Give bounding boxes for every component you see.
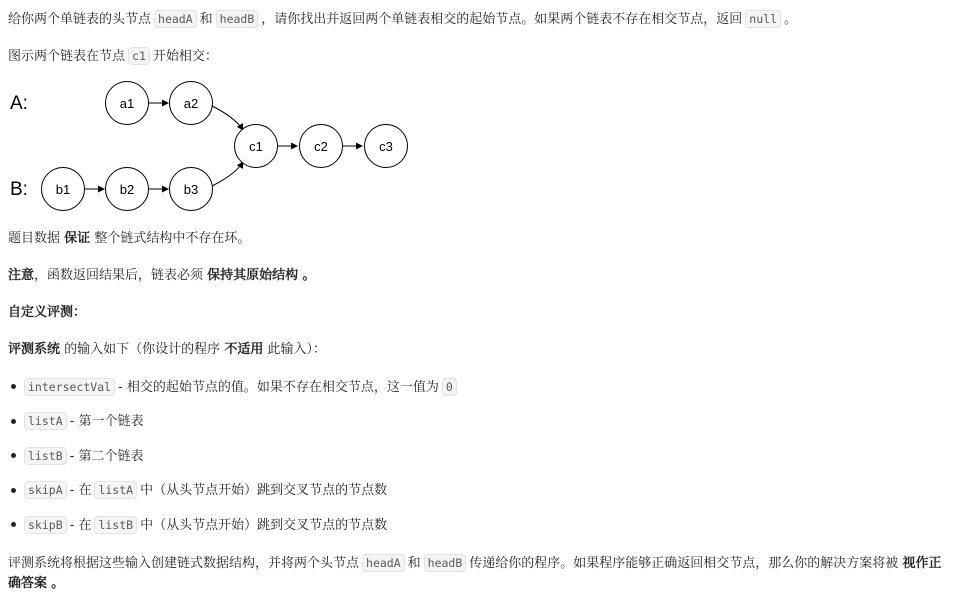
intro-text-1: 给你两个单链表的头节点 bbox=[8, 12, 152, 27]
code-listB: listB bbox=[24, 447, 67, 465]
intro-text-3: ，请你找出并返回两个单链表相交的起始节点。如果两个链表不存在相交节点，返回 bbox=[261, 12, 743, 27]
list-item bbox=[24, 446, 143, 467]
list-item bbox=[24, 515, 387, 536]
caption-text-2: 开始相交： bbox=[152, 49, 218, 64]
closing-text-1: 评测系统将根据这些输入创建链式数据结构，并将两个头节点 bbox=[8, 556, 360, 571]
intro-text-2: 和 bbox=[199, 12, 213, 27]
judge-input-paragraph bbox=[8, 340, 326, 360]
node-b2-label: b2 bbox=[119, 182, 135, 197]
code-headB: headB bbox=[424, 554, 467, 572]
code-null: null bbox=[745, 10, 781, 28]
list-item-text: - 第二个链表 bbox=[69, 449, 144, 464]
node-a1-label: a1 bbox=[119, 96, 135, 111]
code-headA: headA bbox=[362, 554, 405, 572]
code-zero: 0 bbox=[442, 378, 457, 396]
intro-text-4: 。 bbox=[784, 12, 798, 27]
list-item-text: - 在 bbox=[69, 518, 92, 533]
edge-b3-c1 bbox=[212, 162, 243, 186]
judge-bold-2: 不适用 bbox=[224, 342, 264, 357]
node-c3-label: c3 bbox=[379, 139, 393, 154]
edge-a2-c1 bbox=[212, 106, 243, 130]
list-item-text: - 在 bbox=[69, 483, 92, 498]
node-b3-label: b3 bbox=[183, 182, 199, 197]
code-c1: c1 bbox=[128, 47, 150, 65]
guarantee-text-2: 整个链式结构中不存在环。 bbox=[94, 231, 251, 246]
list-item bbox=[24, 377, 460, 398]
note-bold-2: 保持其原始结构 bbox=[207, 268, 299, 283]
linked-list-diagram bbox=[0, 80, 420, 215]
list-item-text: - 相交的起始节点的值。如果不存在相交节点，这一值为 bbox=[118, 380, 439, 395]
closing-text-2: 和 bbox=[407, 556, 421, 571]
judge-bold-1: 评测系统 bbox=[8, 342, 61, 357]
closing-bold: 视作正确答案 bbox=[8, 556, 942, 591]
guarantee-text-1: 题目数据 bbox=[8, 231, 61, 246]
list-item-text: 中（从头节点开始）跳到交叉节点的节点数 bbox=[140, 483, 388, 498]
list-b-label: B: bbox=[10, 179, 28, 200]
bullet-icon bbox=[11, 419, 16, 424]
bullet-icon bbox=[11, 522, 16, 527]
node-c2-label: c2 bbox=[314, 139, 328, 154]
code-listB: listB bbox=[94, 516, 137, 534]
bullet-icon bbox=[11, 453, 16, 458]
list-item bbox=[24, 480, 387, 501]
list-item-text: 中（从头节点开始）跳到交叉节点的节点数 bbox=[140, 518, 388, 533]
node-b1-label: b1 bbox=[55, 182, 71, 197]
caption-text-1: 图示两个链表在节点 bbox=[8, 49, 126, 64]
code-skipA: skipA bbox=[24, 481, 67, 499]
code-intersectVal: intersectVal bbox=[24, 378, 115, 396]
list-item-text: - 第一个链表 bbox=[69, 414, 144, 429]
custom-judge-heading bbox=[8, 303, 86, 323]
code-listA: listA bbox=[94, 481, 137, 499]
closing-text-3: 传递给你的程序。如果程序能够正确返回相交节点，那么你的解决方案将被 bbox=[469, 556, 899, 571]
judge-text-2: 此输入）： bbox=[267, 342, 326, 357]
note-text-1: ，函数返回结果后，链表必须 bbox=[34, 268, 204, 283]
code-skipB: skipB bbox=[24, 516, 67, 534]
code-headA: headA bbox=[154, 10, 197, 28]
code-headB: headB bbox=[216, 10, 259, 28]
list-a-label: A: bbox=[10, 93, 28, 114]
intro-paragraph bbox=[8, 9, 797, 30]
closing-text-4: 。 bbox=[51, 576, 65, 591]
note-bold-1: 注意 bbox=[8, 268, 35, 283]
figure-caption bbox=[8, 46, 218, 67]
note-paragraph bbox=[8, 266, 315, 286]
custom-judge-title: 自定义评测： bbox=[8, 305, 87, 320]
bullet-icon bbox=[11, 384, 16, 389]
guarantee-paragraph bbox=[8, 229, 250, 249]
closing-paragraph bbox=[8, 553, 950, 594]
note-text-2: 。 bbox=[302, 268, 316, 283]
node-c1-label: c1 bbox=[249, 139, 263, 154]
node-a2-label: a2 bbox=[183, 96, 199, 111]
guarantee-bold: 保证 bbox=[64, 231, 91, 246]
bullet-icon bbox=[11, 488, 16, 493]
list-item bbox=[24, 411, 143, 432]
judge-text-1: 的输入如下（你设计的程序 bbox=[64, 342, 221, 357]
code-listA: listA bbox=[24, 412, 67, 430]
